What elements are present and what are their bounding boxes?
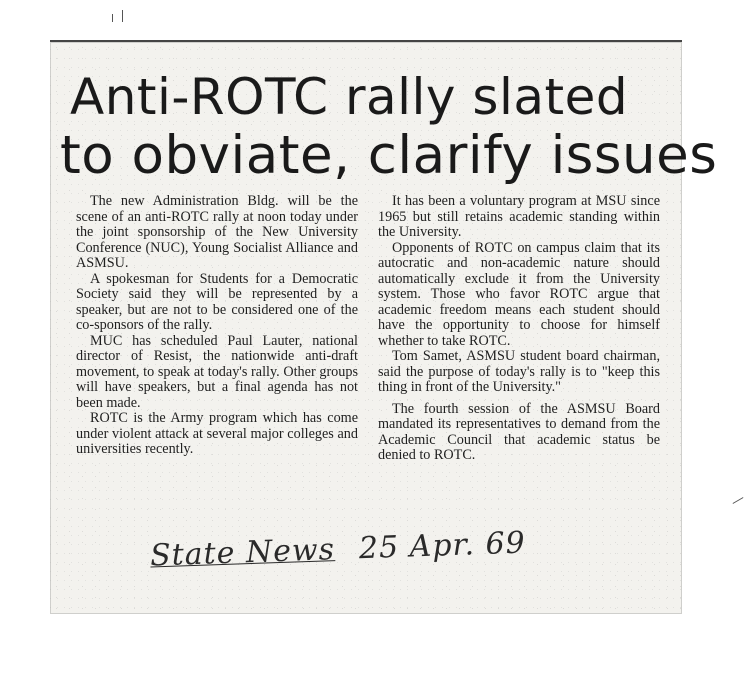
handwritten-publication: State News	[149, 532, 336, 574]
scan-mark	[733, 497, 744, 504]
handwritten-date: 25 Apr. 69	[358, 525, 527, 567]
article-column-right	[378, 194, 660, 464]
paragraph: ROTC is the Army program which has come under violent attack at several major colleges and universities recently.	[76, 410, 358, 457]
paragraph: It has been a voluntary program at MSU since 1965 but still retains academic standing within the University.	[378, 193, 660, 240]
paragraph: A spokesman for Students for a Democratic Society said they will be represented by a speaker, but are not to be considered one of the co-sponsors of the rally.	[76, 270, 358, 333]
paragraph: The new Administration Bldg. will be the scene of an anti-ROTC rally at noon today under the joint sponsorship of the New University Conference (NUC), Young Socialist Alliance and ASMSU.	[76, 193, 358, 271]
paragraph: Opponents of ROTC on campus claim that its autocratic and non-academic nature should automatically exclude it from the University system. Those who favor ROTC argue that academic freedom means each student should have the opportunity to choose for himself whether to take ROTC.	[378, 239, 660, 349]
headline-line-2: to obviate, clarify issues	[60, 125, 718, 186]
handwritten-annotation	[150, 525, 527, 573]
paragraph: The fourth session of the ASMSU Board mandated its representatives to demand from the Academic Council that academic status be denied to ROTC.	[378, 400, 660, 463]
headline-line-1: Anti-ROTC rally slated	[70, 68, 629, 126]
paragraph: Tom Samet, ASMSU student board chairman, said the purpose of today's rally is to "keep this thing in front of the University."	[378, 348, 660, 395]
scan-mark	[112, 14, 113, 22]
scan-mark	[122, 10, 123, 22]
newspaper-clipping	[50, 40, 718, 614]
article-column-left	[76, 194, 358, 458]
paragraph: MUC has scheduled Paul Lauter, national director of Resist, the nationwide anti-draft movement, to speak at today's rally. Other groups will have speakers, but a final agenda has not been made.	[76, 332, 358, 411]
